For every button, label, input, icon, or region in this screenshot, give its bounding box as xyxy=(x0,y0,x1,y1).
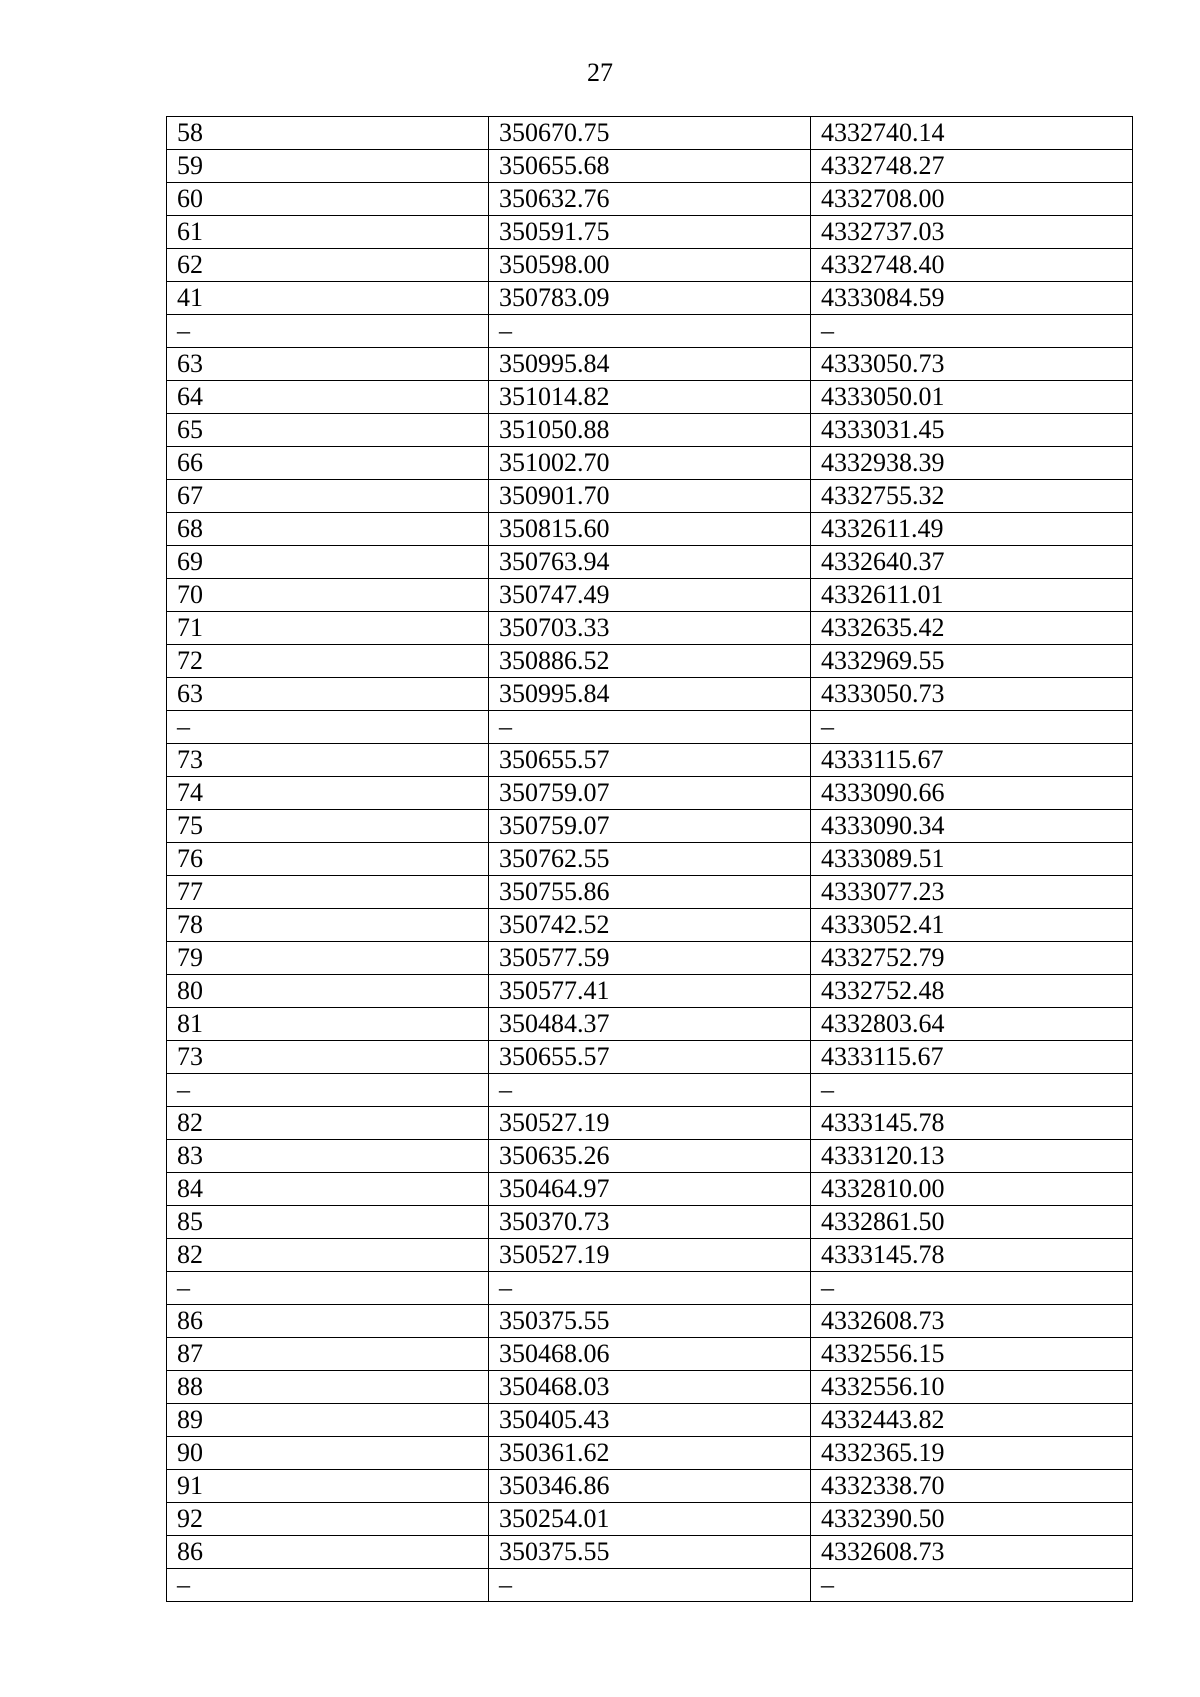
x-coordinate-cell: 351050.88 xyxy=(489,414,811,447)
x-coordinate-cell: 350591.75 xyxy=(489,216,811,249)
point-number-cell: 78 xyxy=(167,909,489,942)
table-row xyxy=(167,942,1133,975)
table-row xyxy=(167,843,1133,876)
x-coordinate-cell: 350375.55 xyxy=(489,1536,811,1569)
point-number-cell: 90 xyxy=(167,1437,489,1470)
x-coordinate-cell: 350632.76 xyxy=(489,183,811,216)
point-number-cell: 73 xyxy=(167,744,489,777)
y-coordinate-cell: 4332752.48 xyxy=(811,975,1133,1008)
point-number-cell: 69 xyxy=(167,546,489,579)
point-number-cell: 83 xyxy=(167,1140,489,1173)
point-number-cell: 88 xyxy=(167,1371,489,1404)
y-coordinate-cell: 4333052.41 xyxy=(811,909,1133,942)
y-coordinate-cell: 4332556.15 xyxy=(811,1338,1133,1371)
x-coordinate-cell: 350635.26 xyxy=(489,1140,811,1173)
x-coordinate-cell: 350742.52 xyxy=(489,909,811,942)
x-coordinate-cell: 350464.97 xyxy=(489,1173,811,1206)
x-coordinate-cell: – xyxy=(489,711,811,744)
table-row xyxy=(167,744,1133,777)
x-coordinate-cell: 350762.55 xyxy=(489,843,811,876)
y-coordinate-cell: 4333050.73 xyxy=(811,678,1133,711)
y-coordinate-cell: 4333090.34 xyxy=(811,810,1133,843)
y-coordinate-cell: – xyxy=(811,315,1133,348)
point-number-cell: 80 xyxy=(167,975,489,1008)
table-row xyxy=(167,315,1133,348)
y-coordinate-cell: 4332755.32 xyxy=(811,480,1133,513)
x-coordinate-cell: 350703.33 xyxy=(489,612,811,645)
point-number-cell: 87 xyxy=(167,1338,489,1371)
table-row xyxy=(167,447,1133,480)
coordinates-table xyxy=(166,116,1133,1602)
x-coordinate-cell: – xyxy=(489,1272,811,1305)
point-number-cell: 75 xyxy=(167,810,489,843)
x-coordinate-cell: – xyxy=(489,1569,811,1602)
point-number-cell: 74 xyxy=(167,777,489,810)
x-coordinate-cell: 350995.84 xyxy=(489,348,811,381)
y-coordinate-cell: 4333145.78 xyxy=(811,1239,1133,1272)
x-coordinate-cell: 350405.43 xyxy=(489,1404,811,1437)
y-coordinate-cell: 4332640.37 xyxy=(811,546,1133,579)
point-number-cell: 64 xyxy=(167,381,489,414)
y-coordinate-cell: 4332752.79 xyxy=(811,942,1133,975)
table-row xyxy=(167,1305,1133,1338)
y-coordinate-cell: 4332938.39 xyxy=(811,447,1133,480)
x-coordinate-cell: 350783.09 xyxy=(489,282,811,315)
y-coordinate-cell: 4332635.42 xyxy=(811,612,1133,645)
x-coordinate-cell: – xyxy=(489,1074,811,1107)
table-row xyxy=(167,1074,1133,1107)
point-number-cell: 68 xyxy=(167,513,489,546)
table-row xyxy=(167,711,1133,744)
table-row xyxy=(167,348,1133,381)
point-number-cell: 89 xyxy=(167,1404,489,1437)
table-row xyxy=(167,1371,1133,1404)
y-coordinate-cell: 4332861.50 xyxy=(811,1206,1133,1239)
x-coordinate-cell: 350361.62 xyxy=(489,1437,811,1470)
y-coordinate-cell: 4332365.19 xyxy=(811,1437,1133,1470)
table-row xyxy=(167,282,1133,315)
y-coordinate-cell: 4332611.49 xyxy=(811,513,1133,546)
y-coordinate-cell: 4333145.78 xyxy=(811,1107,1133,1140)
point-number-cell: 70 xyxy=(167,579,489,612)
y-coordinate-cell: – xyxy=(811,1272,1133,1305)
y-coordinate-cell: 4332608.73 xyxy=(811,1305,1133,1338)
point-number-cell: 73 xyxy=(167,1041,489,1074)
y-coordinate-cell: 4333050.73 xyxy=(811,348,1133,381)
x-coordinate-cell: 351014.82 xyxy=(489,381,811,414)
y-coordinate-cell: – xyxy=(811,711,1133,744)
x-coordinate-cell: 350254.01 xyxy=(489,1503,811,1536)
y-coordinate-cell: – xyxy=(811,1074,1133,1107)
point-number-cell: 62 xyxy=(167,249,489,282)
point-number-cell: 81 xyxy=(167,1008,489,1041)
y-coordinate-cell: 4332737.03 xyxy=(811,216,1133,249)
table-row xyxy=(167,1140,1133,1173)
table-row xyxy=(167,1008,1133,1041)
point-number-cell: 63 xyxy=(167,348,489,381)
coordinates-table-body xyxy=(167,117,1133,1602)
x-coordinate-cell: 350759.07 xyxy=(489,777,811,810)
point-number-cell: – xyxy=(167,1569,489,1602)
x-coordinate-cell: 350759.07 xyxy=(489,810,811,843)
point-number-cell: 60 xyxy=(167,183,489,216)
y-coordinate-cell: 4333077.23 xyxy=(811,876,1133,909)
point-number-cell: 86 xyxy=(167,1305,489,1338)
table-row xyxy=(167,183,1133,216)
x-coordinate-cell: 350577.59 xyxy=(489,942,811,975)
x-coordinate-cell: – xyxy=(489,315,811,348)
table-row xyxy=(167,1470,1133,1503)
table-row xyxy=(167,1041,1133,1074)
table-row xyxy=(167,810,1133,843)
table-row xyxy=(167,513,1133,546)
point-number-cell: 91 xyxy=(167,1470,489,1503)
x-coordinate-cell: 350901.70 xyxy=(489,480,811,513)
y-coordinate-cell: 4332556.10 xyxy=(811,1371,1133,1404)
table-row xyxy=(167,975,1133,1008)
table-row xyxy=(167,216,1133,249)
x-coordinate-cell: 350598.00 xyxy=(489,249,811,282)
y-coordinate-cell: 4333031.45 xyxy=(811,414,1133,447)
point-number-cell: 41 xyxy=(167,282,489,315)
x-coordinate-cell: 350577.41 xyxy=(489,975,811,1008)
x-coordinate-cell: 350527.19 xyxy=(489,1107,811,1140)
table-row xyxy=(167,678,1133,711)
point-number-cell: 82 xyxy=(167,1107,489,1140)
x-coordinate-cell: 350755.86 xyxy=(489,876,811,909)
x-coordinate-cell: 350670.75 xyxy=(489,117,811,150)
y-coordinate-cell: 4333115.67 xyxy=(811,744,1133,777)
point-number-cell: 72 xyxy=(167,645,489,678)
table-row xyxy=(167,1536,1133,1569)
table-row xyxy=(167,414,1133,447)
y-coordinate-cell: 4332443.82 xyxy=(811,1404,1133,1437)
x-coordinate-cell: 350527.19 xyxy=(489,1239,811,1272)
point-number-cell: – xyxy=(167,1074,489,1107)
y-coordinate-cell: 4332803.64 xyxy=(811,1008,1133,1041)
y-coordinate-cell: 4333115.67 xyxy=(811,1041,1133,1074)
table-row xyxy=(167,381,1133,414)
table-row xyxy=(167,1173,1133,1206)
table-row xyxy=(167,546,1133,579)
y-coordinate-cell: 4332810.00 xyxy=(811,1173,1133,1206)
y-coordinate-cell: 4333120.13 xyxy=(811,1140,1133,1173)
y-coordinate-cell: 4332338.70 xyxy=(811,1470,1133,1503)
table-row xyxy=(167,1272,1133,1305)
table-row xyxy=(167,480,1133,513)
x-coordinate-cell: 350655.68 xyxy=(489,150,811,183)
y-coordinate-cell: 4333090.66 xyxy=(811,777,1133,810)
x-coordinate-cell: 350655.57 xyxy=(489,744,811,777)
x-coordinate-cell: 350484.37 xyxy=(489,1008,811,1041)
table-row xyxy=(167,1503,1133,1536)
y-coordinate-cell: 4332608.73 xyxy=(811,1536,1133,1569)
x-coordinate-cell: 350815.60 xyxy=(489,513,811,546)
table-row xyxy=(167,1206,1133,1239)
point-number-cell: 63 xyxy=(167,678,489,711)
point-number-cell: 65 xyxy=(167,414,489,447)
point-number-cell: 71 xyxy=(167,612,489,645)
y-coordinate-cell: – xyxy=(811,1569,1133,1602)
table-row xyxy=(167,1107,1133,1140)
point-number-cell: – xyxy=(167,315,489,348)
point-number-cell: 58 xyxy=(167,117,489,150)
table-row xyxy=(167,150,1133,183)
point-number-cell: 86 xyxy=(167,1536,489,1569)
table-row xyxy=(167,249,1133,282)
table-row xyxy=(167,1437,1133,1470)
x-coordinate-cell: 350747.49 xyxy=(489,579,811,612)
table-row xyxy=(167,117,1133,150)
table-row xyxy=(167,777,1133,810)
y-coordinate-cell: 4332390.50 xyxy=(811,1503,1133,1536)
table-row xyxy=(167,1239,1133,1272)
x-coordinate-cell: 350375.55 xyxy=(489,1305,811,1338)
y-coordinate-cell: 4332611.01 xyxy=(811,579,1133,612)
table-row xyxy=(167,1338,1133,1371)
point-number-cell: 92 xyxy=(167,1503,489,1536)
x-coordinate-cell: 350370.73 xyxy=(489,1206,811,1239)
point-number-cell: 59 xyxy=(167,150,489,183)
point-number-cell: 85 xyxy=(167,1206,489,1239)
point-number-cell: 79 xyxy=(167,942,489,975)
x-coordinate-cell: 350763.94 xyxy=(489,546,811,579)
point-number-cell: 76 xyxy=(167,843,489,876)
y-coordinate-cell: 4332708.00 xyxy=(811,183,1133,216)
y-coordinate-cell: 4332748.40 xyxy=(811,249,1133,282)
point-number-cell: – xyxy=(167,1272,489,1305)
point-number-cell: – xyxy=(167,711,489,744)
table-row xyxy=(167,1569,1133,1602)
y-coordinate-cell: 4332740.14 xyxy=(811,117,1133,150)
y-coordinate-cell: 4333050.01 xyxy=(811,381,1133,414)
x-coordinate-cell: 350655.57 xyxy=(489,1041,811,1074)
y-coordinate-cell: 4332748.27 xyxy=(811,150,1133,183)
point-number-cell: 61 xyxy=(167,216,489,249)
point-number-cell: 82 xyxy=(167,1239,489,1272)
y-coordinate-cell: 4332969.55 xyxy=(811,645,1133,678)
page-number: 27 xyxy=(587,58,613,87)
point-number-cell: 66 xyxy=(167,447,489,480)
table-row xyxy=(167,612,1133,645)
x-coordinate-cell: 351002.70 xyxy=(489,447,811,480)
x-coordinate-cell: 350995.84 xyxy=(489,678,811,711)
x-coordinate-cell: 350886.52 xyxy=(489,645,811,678)
point-number-cell: 84 xyxy=(167,1173,489,1206)
table-row xyxy=(167,1404,1133,1437)
table-row xyxy=(167,876,1133,909)
table-row xyxy=(167,909,1133,942)
table-row xyxy=(167,645,1133,678)
x-coordinate-cell: 350468.03 xyxy=(489,1371,811,1404)
point-number-cell: 67 xyxy=(167,480,489,513)
y-coordinate-cell: 4333084.59 xyxy=(811,282,1133,315)
point-number-cell: 77 xyxy=(167,876,489,909)
table-row xyxy=(167,579,1133,612)
x-coordinate-cell: 350346.86 xyxy=(489,1470,811,1503)
x-coordinate-cell: 350468.06 xyxy=(489,1338,811,1371)
y-coordinate-cell: 4333089.51 xyxy=(811,843,1133,876)
